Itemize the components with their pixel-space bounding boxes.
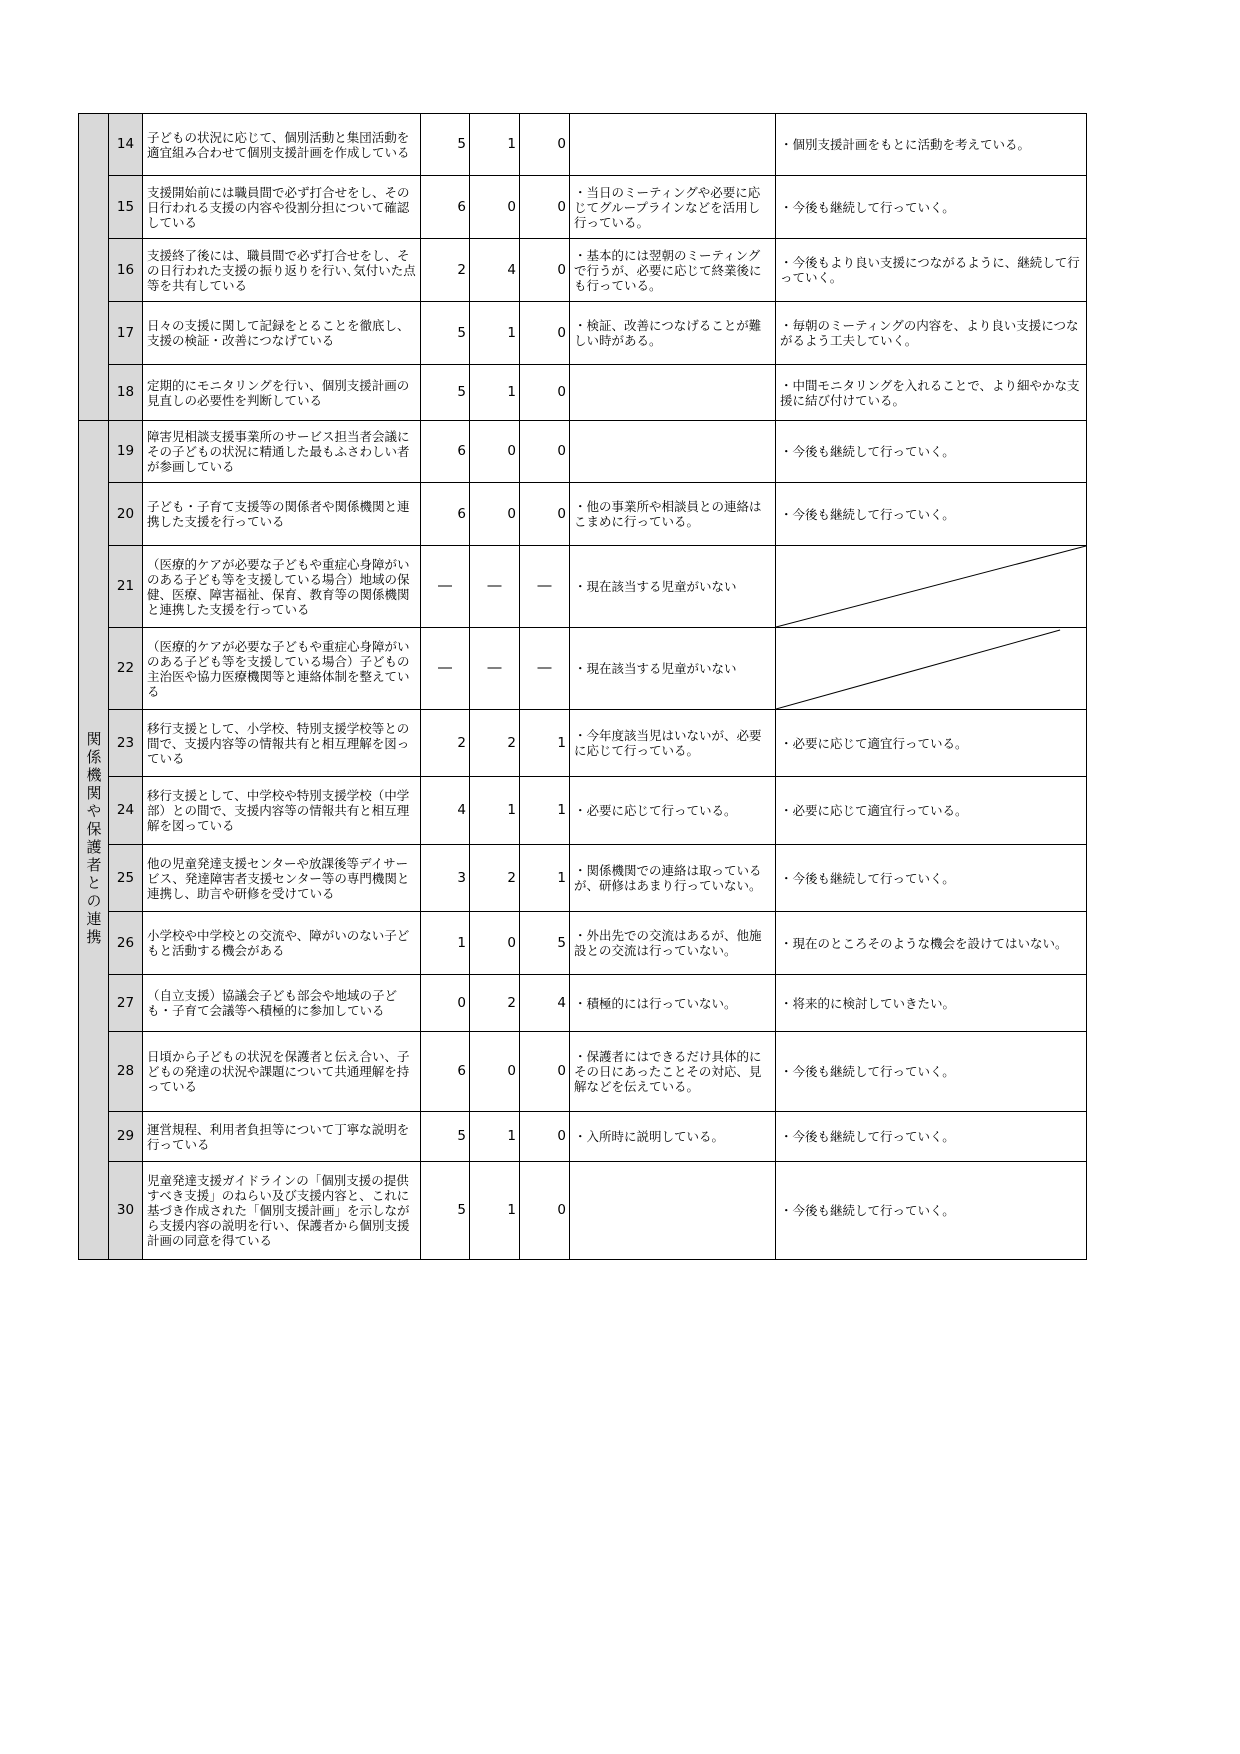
category-label: 関係機関や保護者との連携 <box>84 730 103 947</box>
count-neither: 1 <box>470 777 520 845</box>
count-no: ― <box>520 628 570 710</box>
count-no: 0 <box>520 365 570 421</box>
staff-comment: ・他の事業所や相談員との連絡はこまめに行っている。 <box>570 483 776 546</box>
count-neither: 1 <box>470 1112 520 1162</box>
row-number: 24 <box>109 777 143 845</box>
staff-comment: ・当日のミーティングや必要に応じてグループラインなどを活用し行っている。 <box>570 176 776 239</box>
evaluation-item: 子ども・子育て支援等の関係者や関係機関と連携した支援を行っている <box>143 483 421 546</box>
improvement-plan: ・今後も継続して行っていく。 <box>776 483 1087 546</box>
table-row <box>79 114 1087 176</box>
count-no: 0 <box>520 176 570 239</box>
staff-comment <box>570 114 776 176</box>
count-yes: 5 <box>421 365 470 421</box>
staff-comment <box>570 1162 776 1260</box>
improvement-plan-na <box>776 546 1087 628</box>
evaluation-item: 支援開始前には職員間で必ず打合せをし、その日行われる支援の内容や役割分担について確認している <box>143 176 421 239</box>
evaluation-item: 児童発達支援ガイドラインの「個別支援の提供すべき支援」のねらい及び支援内容と、これに基づき作成された「個別支援計画」を示しながら支援内容の説明を行い、保護者から個別支援計画の同意を得ている <box>143 1162 421 1260</box>
table-row <box>79 975 1087 1032</box>
count-no: 0 <box>520 1032 570 1112</box>
improvement-plan: ・今後も継続して行っていく。 <box>776 176 1087 239</box>
improvement-plan: ・中間モニタリングを入れることで、より細やかな支援に結び付けている。 <box>776 365 1087 421</box>
count-neither: 1 <box>470 114 520 176</box>
row-number: 23 <box>109 710 143 777</box>
table-row <box>79 777 1087 845</box>
row-number: 28 <box>109 1032 143 1112</box>
count-yes: 4 <box>421 777 470 845</box>
count-no: 5 <box>520 912 570 975</box>
improvement-plan: ・今後も継続して行っていく。 <box>776 845 1087 912</box>
count-no: 0 <box>520 302 570 365</box>
table-row <box>79 845 1087 912</box>
table-row <box>79 365 1087 421</box>
category-cell-blank <box>79 114 109 421</box>
count-neither: 1 <box>470 1162 520 1260</box>
evaluation-item: 運営規程、利用者負担等について丁寧な説明を行っている <box>143 1112 421 1162</box>
row-number: 17 <box>109 302 143 365</box>
table-row <box>79 1112 1087 1162</box>
improvement-plan: ・今後もより良い支援につながるように、継続して行っていく。 <box>776 239 1087 302</box>
evaluation-item: 他の児童発達支援センターや放課後等デイサービス、発達障害者支援センター等の専門機関と連携し、助言や研修を受けている <box>143 845 421 912</box>
count-yes: 3 <box>421 845 470 912</box>
staff-comment <box>570 421 776 483</box>
count-no: 1 <box>520 710 570 777</box>
count-neither: 0 <box>470 421 520 483</box>
improvement-plan: ・個別支援計画をもとに活動を考えている。 <box>776 114 1087 176</box>
table-row <box>79 628 1087 710</box>
count-neither: ― <box>470 546 520 628</box>
count-neither: 0 <box>470 483 520 546</box>
count-yes: 6 <box>421 1032 470 1112</box>
count-neither: 0 <box>470 1032 520 1112</box>
row-number: 15 <box>109 176 143 239</box>
evaluation-item: 小学校や中学校との交流や、障がいのない子どもと活動する機会がある <box>143 912 421 975</box>
count-yes: 6 <box>421 176 470 239</box>
improvement-plan: ・将来的に検討していきたい。 <box>776 975 1087 1032</box>
count-yes: ― <box>421 628 470 710</box>
count-neither: 4 <box>470 239 520 302</box>
count-neither: 2 <box>470 845 520 912</box>
row-number: 25 <box>109 845 143 912</box>
evaluation-item: 定期的にモニタリングを行い、個別支援計画の見直しの必要性を判断している <box>143 365 421 421</box>
improvement-plan: ・現在のところそのような機会を設けてはいない。 <box>776 912 1087 975</box>
table-row <box>79 176 1087 239</box>
evaluation-item: 移行支援として、小学校、特別支援学校等との間で、支援内容等の情報共有と相互理解を図っている <box>143 710 421 777</box>
table-row <box>79 302 1087 365</box>
staff-comment: ・基本的には翌朝のミーティングで行うが、必要に応じて終業後にも行っている。 <box>570 239 776 302</box>
row-number: 20 <box>109 483 143 546</box>
count-neither: 1 <box>470 365 520 421</box>
improvement-plan-na <box>776 628 1087 710</box>
row-number: 27 <box>109 975 143 1032</box>
evaluation-item: （自立支援）協議会子ども部会や地域の子ども・子育て会議等へ積極的に参加している <box>143 975 421 1032</box>
staff-comment: ・関係機関での連絡は取っているが、研修はあまり行っていない。 <box>570 845 776 912</box>
count-no: ― <box>520 546 570 628</box>
table-row <box>79 421 1087 483</box>
staff-comment: ・入所時に説明している。 <box>570 1112 776 1162</box>
row-number: 21 <box>109 546 143 628</box>
count-neither: 0 <box>470 176 520 239</box>
evaluation-item: 支援終了後には、職員間で必ず打合せをし、その日行われた支援の振り返りを行い､気付いた点等を共有している <box>143 239 421 302</box>
count-neither: 2 <box>470 710 520 777</box>
staff-comment: ・現在該当する児童がいない <box>570 628 776 710</box>
evaluation-item: 日頃から子どもの状況を保護者と伝え合い、子どもの発達の状況や課題について共通理解を持っている <box>143 1032 421 1112</box>
table-row <box>79 239 1087 302</box>
count-no: 0 <box>520 421 570 483</box>
diagonal-line <box>776 546 1086 627</box>
evaluation-item: 障害児相談支援事業所のサービス担当者会議にその子どもの状況に精通した最もふさわしい者が参画している <box>143 421 421 483</box>
row-number: 14 <box>109 114 143 176</box>
count-yes: 5 <box>421 1162 470 1260</box>
table-row <box>79 483 1087 546</box>
count-no: 0 <box>520 1112 570 1162</box>
count-no: 0 <box>520 483 570 546</box>
count-no: 1 <box>520 845 570 912</box>
staff-comment: ・必要に応じて行っている。 <box>570 777 776 845</box>
table-row <box>79 710 1087 777</box>
count-yes: 2 <box>421 239 470 302</box>
staff-comment: ・今年度該当児はいないが、必要に応じて行っている。 <box>570 710 776 777</box>
improvement-plan: ・必要に応じて適宜行っている。 <box>776 710 1087 777</box>
table-row <box>79 912 1087 975</box>
count-neither: ― <box>470 628 520 710</box>
table-row <box>79 1032 1087 1112</box>
row-number: 18 <box>109 365 143 421</box>
row-number: 26 <box>109 912 143 975</box>
count-no: 4 <box>520 975 570 1032</box>
count-no: 0 <box>520 239 570 302</box>
count-yes: 6 <box>421 421 470 483</box>
improvement-plan: ・今後も継続して行っていく。 <box>776 1162 1087 1260</box>
improvement-plan: ・今後も継続して行っていく。 <box>776 421 1087 483</box>
count-yes: 1 <box>421 912 470 975</box>
count-yes: 5 <box>421 114 470 176</box>
diagonal-line <box>776 628 1086 709</box>
count-neither: 0 <box>470 912 520 975</box>
evaluation-item: 移行支援として、中学校や特別支援学校（中学部）との間で、支援内容等の情報共有と相互理解を図っている <box>143 777 421 845</box>
improvement-plan: ・今後も継続して行っていく。 <box>776 1032 1087 1112</box>
count-yes: ― <box>421 546 470 628</box>
table-row <box>79 546 1087 628</box>
count-yes: 5 <box>421 1112 470 1162</box>
count-yes: 0 <box>421 975 470 1032</box>
evaluation-table <box>78 113 1087 1260</box>
improvement-plan: ・必要に応じて適宜行っている。 <box>776 777 1087 845</box>
row-number: 29 <box>109 1112 143 1162</box>
evaluation-item: （医療的ケアが必要な子どもや重症心身障がいのある子ども等を支援している場合）子どもの主治医や協力医療機関等と連絡体制を整えている <box>143 628 421 710</box>
count-no: 1 <box>520 777 570 845</box>
count-yes: 5 <box>421 302 470 365</box>
staff-comment: ・保護者にはできるだけ具体的にその日にあったことその対応、見解などを伝えている。 <box>570 1032 776 1112</box>
count-yes: 6 <box>421 483 470 546</box>
evaluation-item: 日々の支援に関して記録をとることを徹底し、支援の検証・改善につなげている <box>143 302 421 365</box>
count-neither: 1 <box>470 302 520 365</box>
improvement-plan: ・毎朝のミーティングの内容を、より良い支援につながるよう工夫していく。 <box>776 302 1087 365</box>
count-no: 0 <box>520 1162 570 1260</box>
staff-comment: ・検証、改善につなげることが難しい時がある。 <box>570 302 776 365</box>
evaluation-item: （医療的ケアが必要な子どもや重症心身障がいのある子ども等を支援している場合）地域の保健、医療、障害福祉、保育、教育等の関係機関と連携した支援を行っている <box>143 546 421 628</box>
row-number: 22 <box>109 628 143 710</box>
table-row <box>79 1162 1087 1260</box>
staff-comment: ・現在該当する児童がいない <box>570 546 776 628</box>
category-label-cell <box>79 421 109 1260</box>
improvement-plan: ・今後も継続して行っていく。 <box>776 1112 1087 1162</box>
staff-comment: ・積極的には行っていない。 <box>570 975 776 1032</box>
staff-comment <box>570 365 776 421</box>
count-no: 0 <box>520 114 570 176</box>
staff-comment: ・外出先での交流はあるが、他施設との交流は行っていない。 <box>570 912 776 975</box>
row-number: 16 <box>109 239 143 302</box>
row-number: 19 <box>109 421 143 483</box>
evaluation-item: 子どもの状況に応じて、個別活動と集団活動を適宜組み合わせて個別支援計画を作成している <box>143 114 421 176</box>
row-number: 30 <box>109 1162 143 1260</box>
count-neither: 2 <box>470 975 520 1032</box>
count-yes: 2 <box>421 710 470 777</box>
